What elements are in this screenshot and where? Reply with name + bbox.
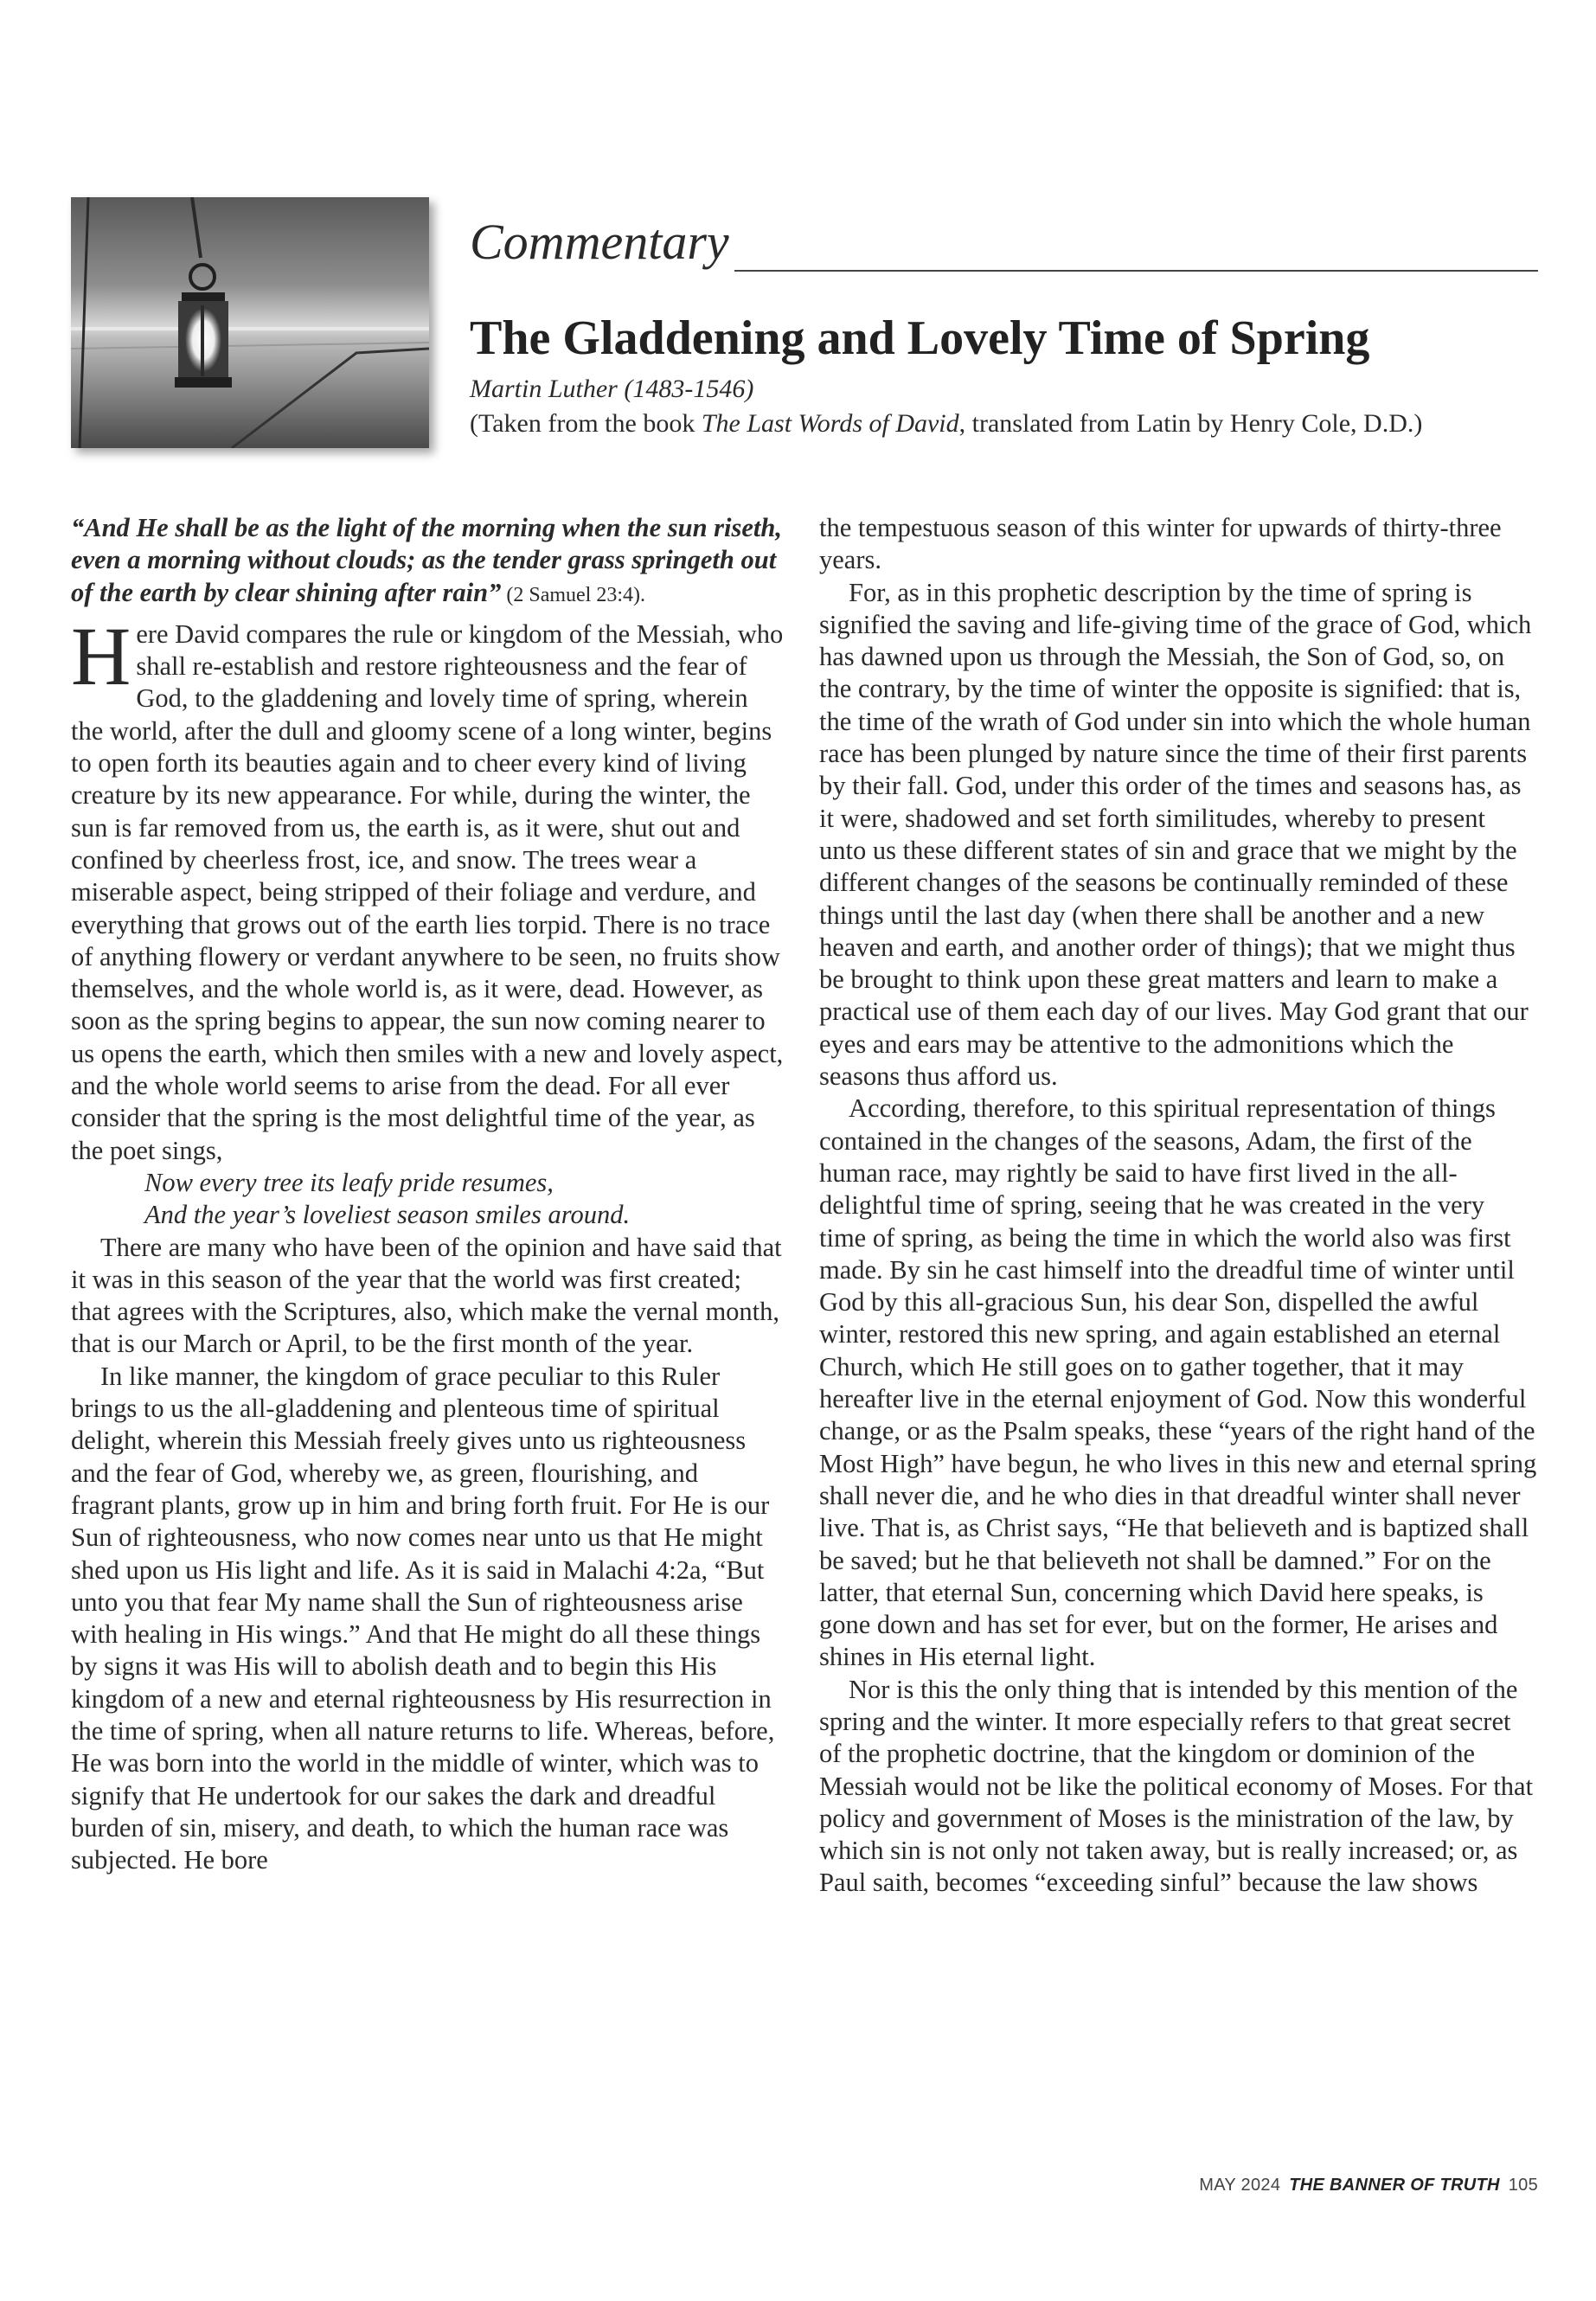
epigraph-quote: “And He shall be as the light of the morning when the sun riseth, even a morning without clouds; as the tender grass springeth out of the earth by clear shining after rain” <box>71 513 782 607</box>
verse-line-1: Now every tree its leafy pride resumes, <box>144 1167 554 1197</box>
paragraph: In like manner, the kingdom of grace peculiar to this Ruler brings to us the all-gladdening and plenteous time of spiritual delight, wherein this Messiah freely gives unto us righteousness and the fear of God, whereby we, as green, flourishing, and fragrant plants, grow up in him and bring forth fruit. For He is our Sun of righteousness, who now comes near unto us that He might shed upon us His light and life. As it is said in Malachi 4:2a, “But unto you that fear My name shall the Sun of righteousness arise with healing in His wings.” And that He might do all these things by signs it was His will to abolish death and to begin this His kingdom of a new and eternal righteousness by His resurrection in the time of spring, when all nature returns to life. Whereas, before, He was born into the world in the middle of winter, which was to signify that He undertook for our sakes the dark and dreadful burden of sin, misery, and death, to which the human race was subjected. He bore <box>71 1361 775 1875</box>
section-label: Commentary <box>470 208 734 277</box>
author-line: Martin Luther (1483-1546) <box>470 375 754 403</box>
page-footer <box>1199 2176 1538 2195</box>
publication-name: THE BANNER OF TRUTH <box>1289 2176 1500 2195</box>
source-prefix: (Taken from the book <box>470 409 702 438</box>
right-column <box>819 512 1537 1900</box>
paragraph: Nor is this the only thing that is intended by this mention of the spring and the winter. It more especially refers to that great secret of the prophetic doctrine, that the kingdom or dominion of the Messiah would not be like the political economy of Moses. For that policy and government of Moses is the ministration of the law, by which sin is not only not taken away, but is really increased; or, as Paul saith, becomes “exceeding sinful” because the law shows <box>819 1674 1534 1898</box>
source-book-title: The Last Words of David <box>701 409 959 438</box>
paragraph: There are many who have been of the opinion and have said that it was in this season of the year that the world was first created; that agrees with the Scriptures, also, which make the vernal month, that is our March or April, to be the first month of the year. <box>71 1232 782 1359</box>
verse-line-2: And the year’s loveliest season smiles around. <box>144 1200 631 1230</box>
lantern-photo <box>71 197 429 448</box>
paragraph: According, therefore, to this spiritual representation of things contained in the changes of the seasons, Adam, the first of the human race, may rightly be said to have first lived in the all-delightful time of spring, seeing that he was created in the very time of spring, as being the time in which the world also was first made. By sin he cast himself into the dreadful time of winter until God by this all-gracious Sun, his dear Son, dispelled the awful winter, restored this new spring, and again established an eternal Church, which He still goes on to gather together, that it may hereafter live in the eternal enjoyment of God. Now this wonderful change, or as the Psalm speaks, these “years of the right hand of the Most High” have begun, he who lives in this new and eternal spring shall never die, and he who dies in that dreadful winter shall never live. That is, as Christ says, “He that believeth and is baptized shall be saved; but he that believeth not shall be damned.” For on the latter, that eternal Sun, concerning which David here speaks, is gone down and has set for ever, but on the former, He arises and shines in His eternal light. <box>819 1093 1537 1672</box>
paragraph-continued: the tempestuous season of this winter for upwards of thirty-three years. <box>819 513 1502 575</box>
left-column <box>71 512 785 1876</box>
source-line <box>470 407 1538 441</box>
paragraph: For, as in this prophetic description by the time of spring is signified the saving and life-giving time of the grace of God, which has dawned upon us through the Messiah, the Son of God, so, on the contrary, by the time of winter the opposite is signified: that is, the time of the wrath of God under sin into which the whole human race has been plunged by nature since the time of their first parents by their fall. God, under this order of the times and seasons has, as it were, shadowed and set forth similitudes, whereby to present unto us these different states of sin and grace that we might by the different changes of the seasons be continually reminded of these things until the last day (when there shall be another and a new heaven and earth, and another order of things); that we might thus be brought to think upon these great matters and learn to make a practical use of them each day of our lives. May God grant that our eyes and ears may be attentive to the admonitions which the seasons thus afford us. <box>819 577 1532 1092</box>
issue-date: MAY 2024 <box>1199 2176 1281 2195</box>
section-heading <box>470 208 1538 277</box>
epigraph <box>71 512 785 612</box>
article-title: The Gladdening and Lovely Time of Spring <box>470 311 1370 365</box>
source-suffix: , translated from Latin by Henry Cole, D.D.) <box>958 409 1423 438</box>
article-header <box>470 208 1538 441</box>
epigraph-reference: (2 Samuel 23:4). <box>501 583 645 606</box>
lantern-image <box>71 197 429 448</box>
page-number: 105 <box>1508 2176 1538 2195</box>
paragraph-opening: Here David compares the rule or kingdom of the Messiah, who shall re-establish and restore righteousness and the fear of God, to the gladdening and lovely time of spring, wherein the world, after the dull and gloomy scene of a long winter, begins to open forth its beauties again and to cheer every kind of living creature by its new appearance. For while, during the winter, the sun is far removed from us, the earth is, as it were, shut out and confined by cheerless frost, ice, and snow. The trees wear a miserable aspect, being stripped of their foliage and verdure, and everything that grows out of the earth lies torpid. There is no trace of anything flowery or verdant anywhere to be seen, no fruits show themselves, and the whole world is, as it were, dead. However, as soon as the spring begins to appear, the sun now coming nearer to us opens the earth, which then smiles with a new and lovely aspect, and the whole world seems to arise from the dead. For all ever consider that the spring is the most delightful time of the year, as the poet sings, <box>71 609 784 1165</box>
